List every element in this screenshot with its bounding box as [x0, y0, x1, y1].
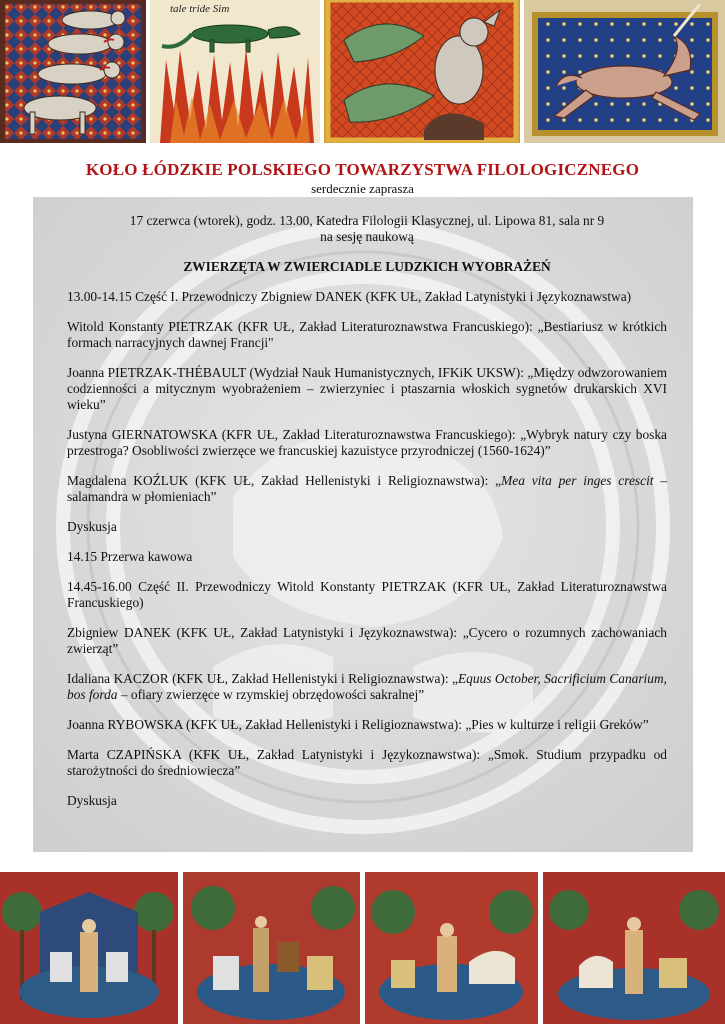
event-type: na sesję naukową [320, 229, 414, 244]
session-theme: ZWIERZĘTA W ZWIERCIADLE LUDZKICH WYOBRAŻEŃ [183, 259, 551, 274]
miniature-caption: tale tride Sim [170, 3, 230, 15]
talk-item: Joanna RYBOWSKA (KFK UŁ, Zakład Hellenistyki i Religioznawstwa): „Pies w kulturze i religii Greków” [67, 717, 649, 732]
tapestry-banner [0, 872, 725, 1024]
talk-latin-title: Mea vita per inges crescit [501, 473, 654, 488]
page-subtitle: serdecznie zaprasza [311, 181, 414, 196]
talk-item [67, 473, 667, 505]
talk-item [67, 671, 667, 703]
part-two-header: 14.45-16.00 Część II. Przewodniczy Witold Konstanty PIETRZAK (KFR UŁ, Zakład Literaturoznawstwa Francuskiego) [67, 579, 667, 610]
bestiary-banner [0, 0, 725, 143]
coffee-break: 14.15 Przerwa kawowa [67, 549, 193, 564]
talk-item: Marta CZAPIŃSKA (KFK UŁ, Zakład Latynistyki i Językoznawstwa): „Smok. Studium przypadku od starożytności do średniowiecza” [67, 747, 667, 778]
miniature-unicorn [524, 0, 725, 143]
discussion-label: Dyskusja [67, 793, 117, 808]
discussion-label: Dyskusja [67, 519, 117, 534]
miniature-dogs [0, 0, 146, 143]
talk-item: Zbigniew DANEK (KFK UŁ, Zakład Latynistyki i Językoznawstwa): „Cycero o rozumnych zachowaniach zwierząt” [67, 625, 667, 656]
talk-item: Witold Konstanty PIETRZAK (KFR UŁ, Zakład Literaturoznawstwa Francuskiego): „Bestiariusz w krótkich formach narracyjnych dawnej Francji" [67, 319, 667, 350]
talk-item: Joanna PIETRZAK-THÉBAULT (Wydział Nauk Humanistycznych, IFKiK UKSW): „Między odwzorowaniem codzienności a mitycznym wyobrażeniem – zwierzyniec i ptaszarnia włoskich sygnetów drukarskich XVI wieku” [67, 365, 667, 412]
program-content [67, 213, 667, 809]
tapestry-image [183, 872, 360, 1024]
miniature-beast-fish [324, 0, 520, 143]
part-one-header: 13.00-14.15 Część I. Przewodniczy Zbigniew DANEK (KFK UŁ, Zakład Latynistyki i Językoznawstwa) [67, 289, 632, 304]
event-date-location: 17 czerwca (wtorek), godz. 13.00, Katedra Filologii Klasycznej, ul. Lipowa 81, sala nr 9 [129, 213, 605, 228]
talk-item: Justyna GIERNATOWSKA (KFR UŁ, Zakład Literaturoznawstwa Francuskiego): „Wybryk natury czy boska przestroga? Osobliwości zwierzęce we francuskiej kazuistyce przyrodniczej (1560-1624)” [67, 427, 667, 458]
talk-author: Idaliana KACZOR (KFK UŁ, Zakład Hellenistyki i Religioznawstwa): „ [67, 671, 458, 686]
talk-author: Magdalena KOŹLUK (KFK UŁ, Zakład Hellenistyki i Religioznawstwa): „ [67, 473, 502, 488]
talk-title-rest: – ofiary zwierzęce w rzymskiej obrzędowości sakralnej” [117, 687, 425, 702]
miniature-salamander [150, 0, 320, 143]
talk-latin-title: Equus October, Sacrificium Canarium, bos forda [67, 671, 667, 702]
tapestry-image [543, 872, 725, 1024]
tapestry-image [0, 872, 178, 1024]
page-title: KOŁO ŁÓDZKIE POLSKIEGO TOWARZYSTWA FILOLOGICZNEGO [85, 160, 640, 179]
talk-title-rest: – salamandra w płomieniach” [67, 473, 668, 504]
tapestry-image [365, 872, 538, 1024]
